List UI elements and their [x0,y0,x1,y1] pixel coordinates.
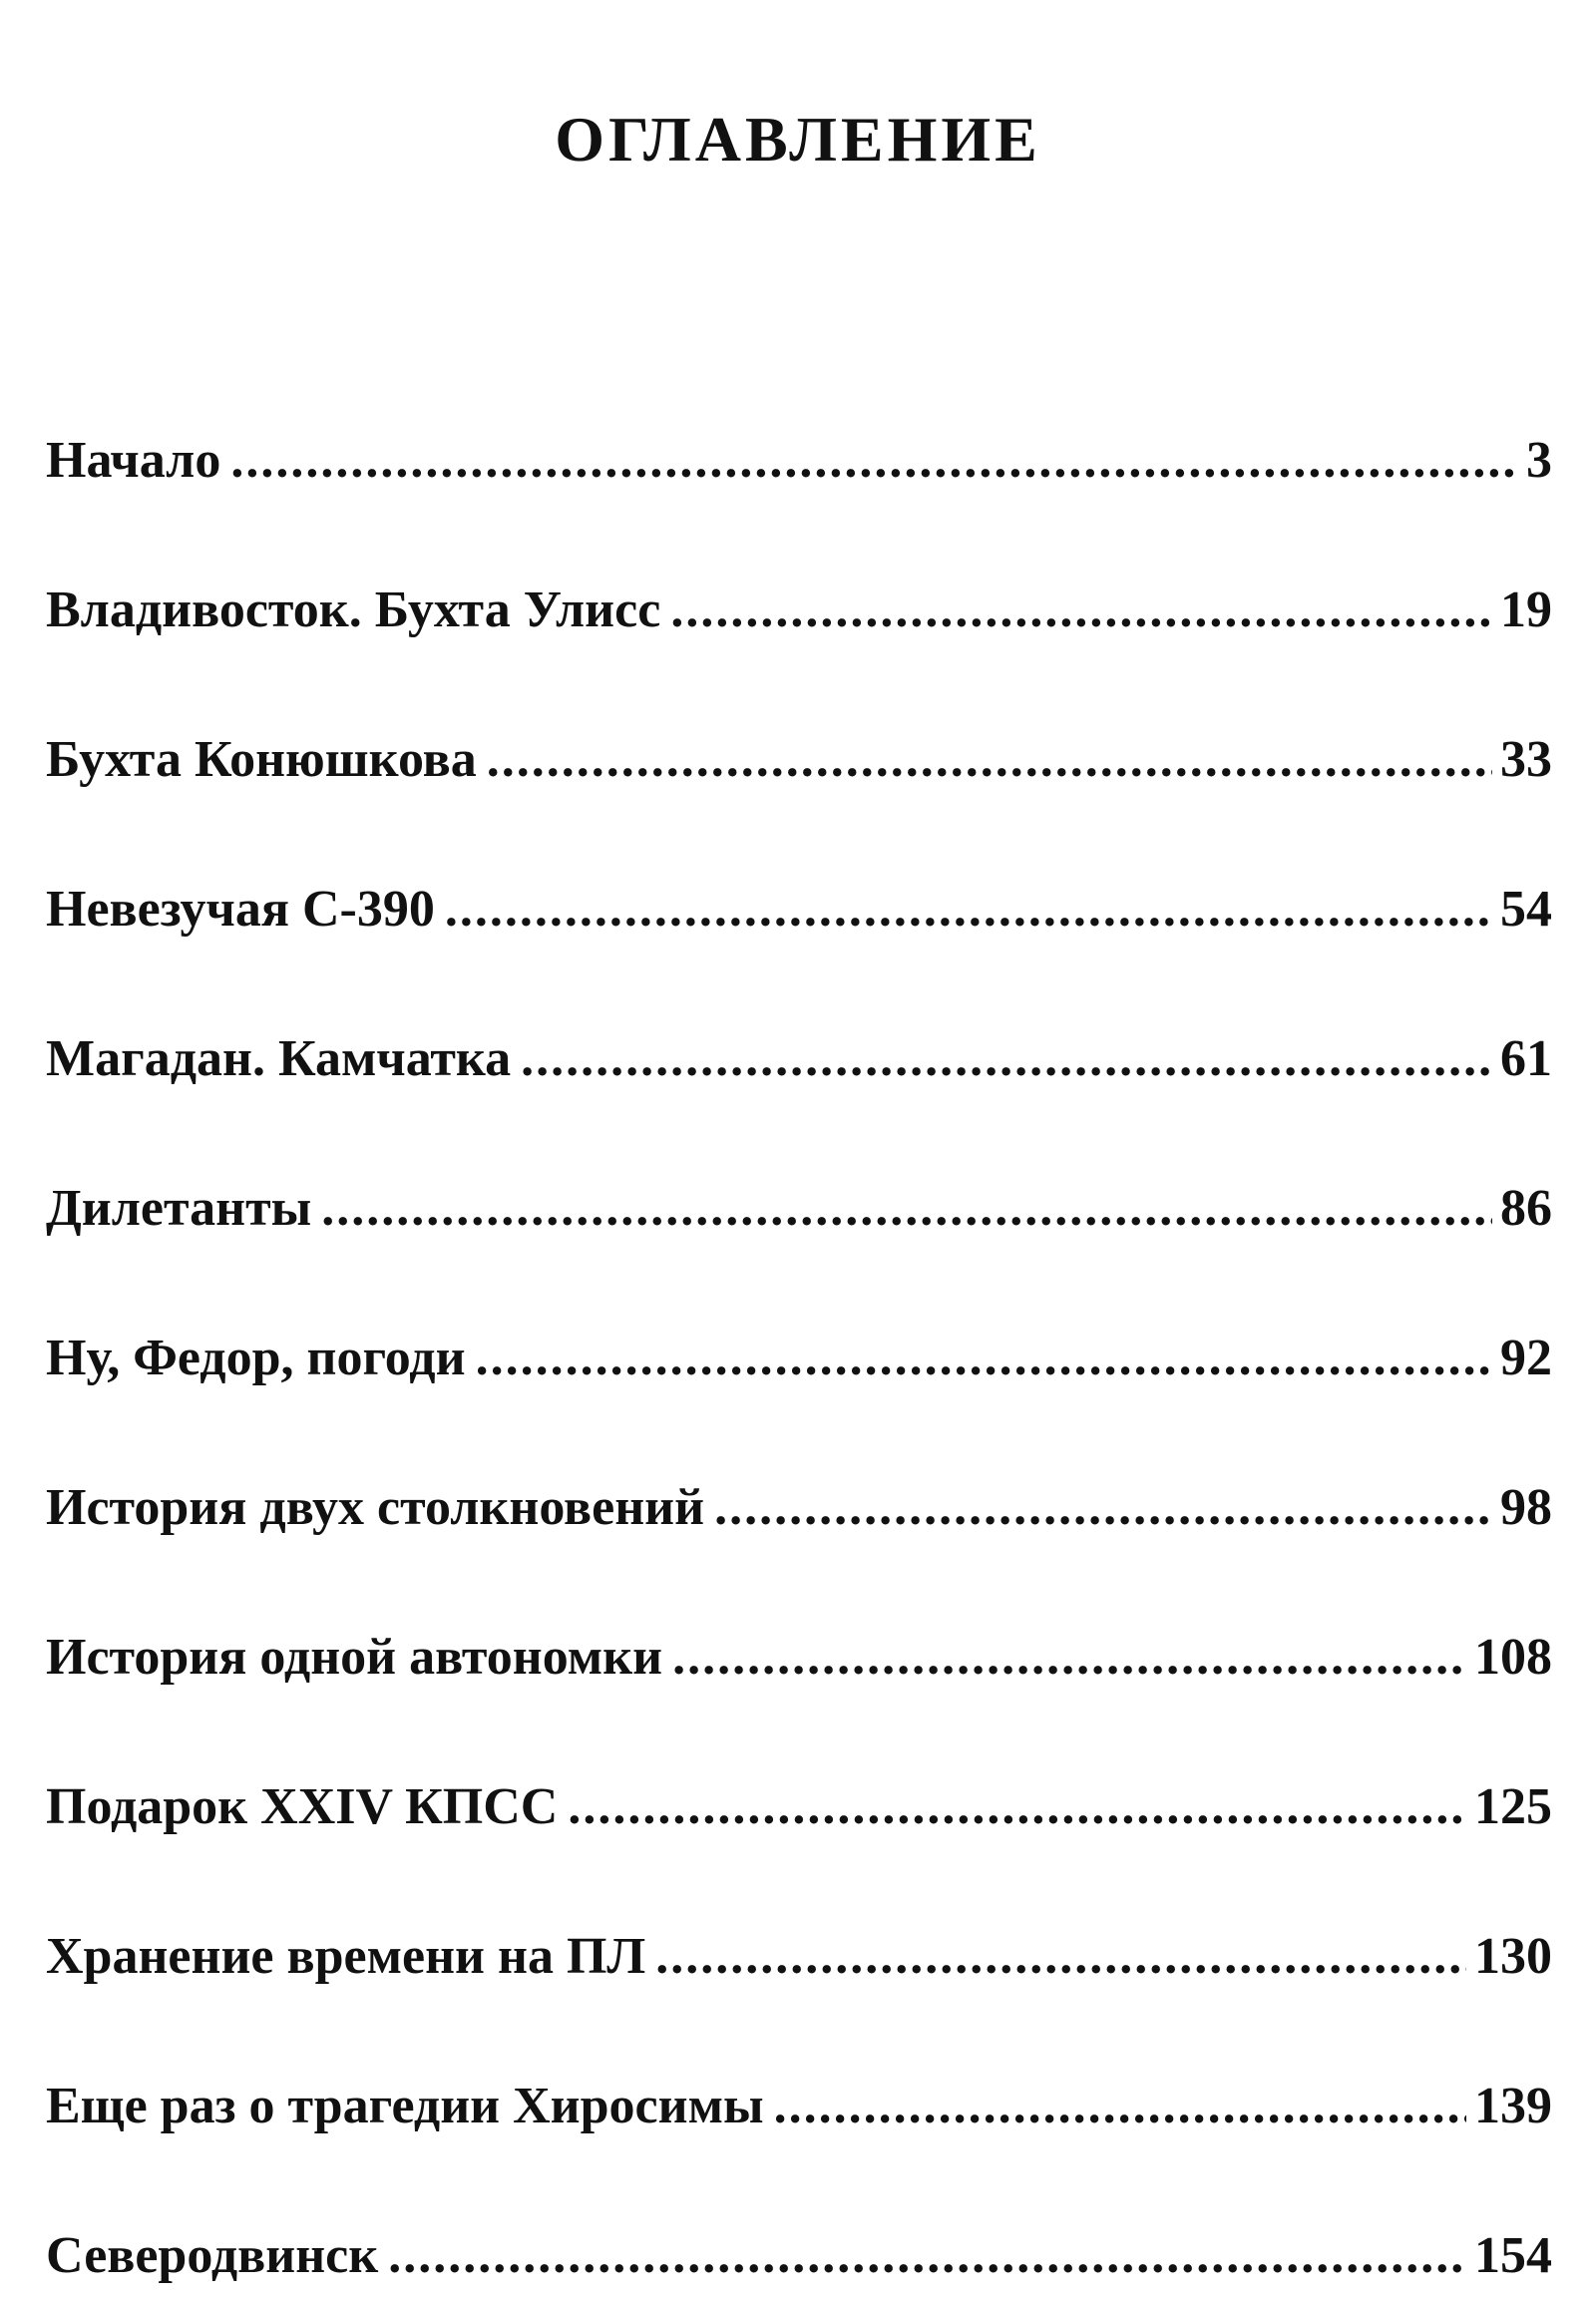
toc-entry-page: 33 [1500,730,1552,788]
toc-entry [46,2134,1552,2284]
table-of-contents [46,339,1552,2284]
toc-entry-page: 61 [1500,1029,1552,1087]
toc-entry-title: Хранение времени на ПЛ [46,1927,646,1985]
toc-entry [46,1536,1552,1686]
toc-entry-title: Невезучая С-390 [46,880,435,938]
dot-leader [655,1928,1466,1985]
toc-entry-page: 54 [1500,880,1552,938]
dot-leader [670,581,1492,638]
dot-leader [487,731,1492,788]
toc-entry-title: Еще раз о трагедии Хиросимы [46,2077,764,2134]
toc-entry-page: 3 [1526,431,1552,489]
toc-entry [46,788,1552,938]
toc-entry-title: Северодвинск [46,2226,379,2284]
toc-entry [46,1087,1552,1237]
toc-entry [46,938,1552,1087]
dot-leader [445,881,1492,938]
toc-entry [46,1386,1552,1536]
dot-leader [476,1330,1492,1386]
toc-entry [46,339,1552,489]
dot-leader [230,432,1518,489]
toc-entry [46,1985,1552,2134]
toc-entry-page: 139 [1474,2077,1552,2134]
dot-leader [774,2078,1466,2134]
dot-leader [321,1180,1492,1237]
toc-entry-page: 130 [1474,1927,1552,1985]
toc-entry-title: История одной автономки [46,1628,663,1686]
dot-leader [521,1030,1492,1087]
toc-entry-title: Подарок XXIV КПСС [46,1777,559,1835]
toc-entry-page: 154 [1474,2226,1552,2284]
dot-leader [388,2227,1466,2284]
toc-entry [46,489,1552,638]
page-title: ОГЛАВЛЕНИЕ [555,104,1041,175]
toc-entry-title: Ну, Федор, погоди [46,1329,466,1386]
toc-entry-title: История двух столкновений [46,1478,705,1536]
toc-entry-title: Начало [46,431,221,489]
dot-leader [672,1629,1466,1686]
toc-entry [46,1835,1552,1985]
dot-leader [714,1479,1492,1536]
toc-entry-title: Дилетанты [46,1179,312,1237]
toc-entry-page: 98 [1500,1478,1552,1536]
toc-entry-page: 86 [1500,1179,1552,1237]
toc-entry [46,1237,1552,1386]
toc-entry-title: Владивосток. Бухта Улисс [46,580,661,638]
toc-entry [46,1686,1552,1835]
toc-entry-title: Магадан. Камчатка [46,1029,512,1087]
toc-entry-page: 92 [1500,1329,1552,1386]
dot-leader [568,1778,1466,1835]
toc-entry-title: Бухта Конюшкова [46,730,477,788]
toc-entry-page: 125 [1474,1777,1552,1835]
toc-entry [46,638,1552,788]
toc-entry-page: 19 [1500,580,1552,638]
toc-entry-page: 108 [1474,1628,1552,1686]
